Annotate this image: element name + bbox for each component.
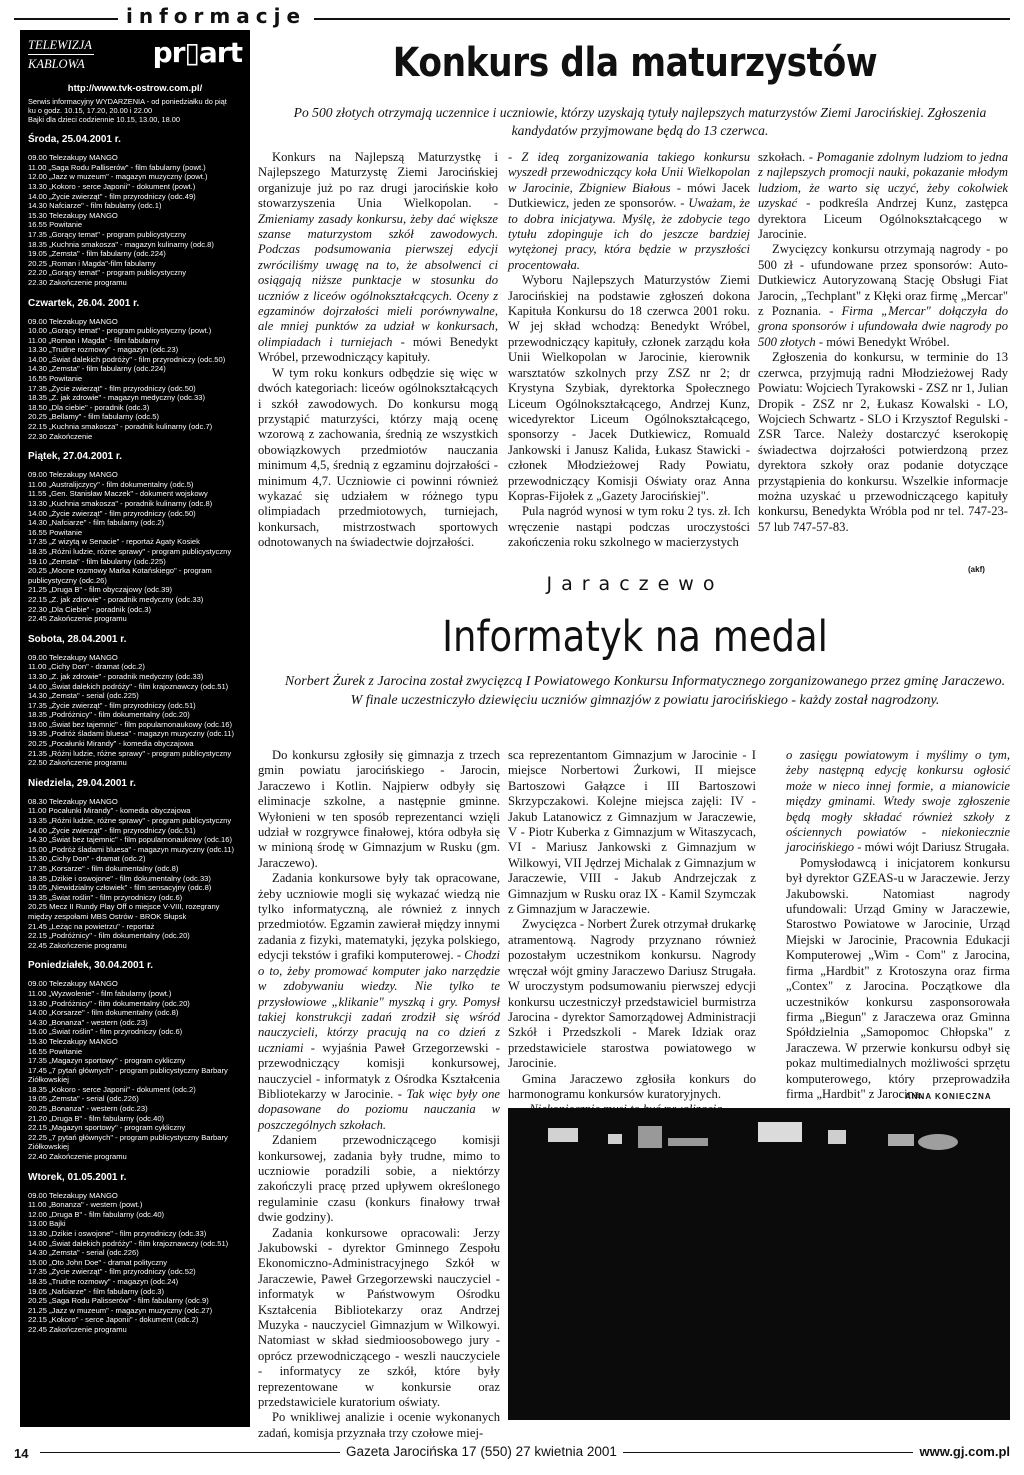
tv-info bbox=[28, 97, 242, 125]
paragraph: Konkurs na Najlepszą Maturzystkę i Najlepszego Maturzystę Ziemi Jarocińskiej organizuje już po raz drugi jarocińskie koło stowarzyszenia Unia Wielkopolan. - Zmieniamy zasady konkursu, żeby dać większe szanse maturzystom szkół zawodowych. Podczas podsumowania pierwszej edycji zwróciliśmy uwagę na to, że absolwenci ci osiągają niższe punktacje w stosunku do uczniów z liceów ogólnokształcących. Oceny z egzaminów dojrzałości mieli porównywalne, ale mniej punktów za udział w konkursach, olimpiadach i turniejach - mówi Benedykt Wróbel, przewodniczący kapituły. bbox=[258, 150, 499, 365]
tv-program-item: 20.25 „Roman i Magda"-film fabularny bbox=[28, 258, 156, 268]
tv-program-item: 14.00 „Życie zwierząt" - film przyrodniczy (odc.49) bbox=[28, 191, 196, 201]
tv-program-item: 14.30 „Świat bez tajemnic" - film popularnonaukowy (odc.16) bbox=[28, 835, 233, 845]
tv-program-item: 15.30 Telezakupy MANGO bbox=[28, 210, 118, 220]
tv-program-item: 22.25 „7 pytań głównych" - program publicystyczny Barbary bbox=[28, 1132, 228, 1142]
tv-program-item: 09.00 Telezakupy MANGO bbox=[28, 470, 118, 480]
tv-program-item: 12.00 „Druga B" - film fabularny (odc.40) bbox=[28, 1209, 165, 1219]
tv-day-heading: Środa, 25.04.2001 r. bbox=[28, 134, 121, 146]
tv-program-item: 22.30 „Dla Ciebie" - poradnik (odc.3) bbox=[28, 604, 151, 614]
article1-column-3 bbox=[758, 150, 1008, 535]
paragraph: Wyboru Najlepszych Maturzystów Ziemi Jarocińskiej na podstawie zgłoszeń dokona Kapituła Konkursu do 18 czerwca 2001 roku. W jej skład wchodzą: Benedykt Wróbel, przewodniczący kapituły, członek zarządu koła Unii Wielkopolan w Jarocinie, kierownik warsztatów szkolnych przy ZSZ nr 2; dr Krystyna Szybiak, dyrektorka Społecznego Liceum Ogólnokształcącego, Andrzej Kunz, wicedyrektor Liceum Ogólnokształcącego, sponsorzy - Jacek Dutkiewicz, Romuald Jankowski i Janusz Kalida, Łukasz Stawicki - członek Młodzieżowej Rady Powiatu, przewodniczący Komisji Oświaty oraz Anna Kopras-Fijołek z „Gazety Jarocińskiej". bbox=[508, 273, 750, 503]
tv-program-item: 18.35 „Kokoro - serce Japonii" - dokument (odc.2) bbox=[28, 1084, 196, 1094]
tv-program-item: 14.30 Nafciarze" - film fabularny (odc.1) bbox=[28, 201, 162, 211]
article2-place: Jaraczewo bbox=[546, 573, 724, 595]
tv-program-item: 11.00 „Roman i Magda" - film fabularny bbox=[28, 335, 160, 345]
tv-program-item: 14.30 „Zemsta" - film fabularny (odc.224) bbox=[28, 364, 166, 374]
tv-day-heading: Piątek, 27.04.2001 r. bbox=[28, 451, 122, 463]
tv-program-item: 17.35 „Gorący temat" - program publicystyczny bbox=[28, 229, 187, 239]
tv-day-heading: Poniedziałek, 30.04.2001 r. bbox=[28, 960, 154, 972]
tv-program-item: 13.30 „Kokoro - serce Japonii" - dokument (powt.) bbox=[28, 181, 196, 191]
tv-program-item: 13.30 „Kuchnia smakosza" - poradnik kulinarny (odc.8) bbox=[28, 499, 213, 509]
tv-url: http://www.tvk-ostrow.com.pl/ bbox=[67, 83, 203, 94]
award-photo bbox=[508, 1108, 1010, 1420]
tv-program-item: 18.35 „Z. jak zdrowie" - magazyn medyczny (odc.33) bbox=[28, 393, 205, 403]
tv-program-item: 17.35 „Korsarze" - film dokumentalny (odc.8) bbox=[28, 864, 179, 874]
tv-program-item: 21.25 „Druga B" - film obyczajowy (odc.39) bbox=[28, 585, 173, 595]
tv-info-line: Serwis informacyjny WYDARZENIA - od poniedziałku do piąt bbox=[28, 96, 227, 106]
paragraph: W tym roku konkurs odbędzie się więc w dwóch kategoriach: liceów ogólnokształcących i szkół zawodowych. Do konkursu mogą przystąpić maturzyści, którzy mają ocenę wzorową z zachowania, średnią ze wszystkich obowiązkowych przedmiotów nauczania minimum 4,5, średnią z egzaminu dojrzałości - minimum 4,7. Uczniowie ci powinni również wykazać się udziałem w różnego typu olimpiadach przedmiotowych, turniejach, konkursach, mistrzostwach sportowych odnotowanych na świadectwie dojrzałości. bbox=[258, 365, 498, 550]
tv-program-item: 19.05 „Zemsta" - serial (odc.226) bbox=[28, 1094, 139, 1104]
tv-program-item: 14.00 „Życie zwierząt" - film przyrodniczy (odc.50) bbox=[28, 508, 196, 518]
tv-program-item: 17.35 „Życie zwierząt" - film przyrodniczy (odc.50) bbox=[28, 383, 196, 393]
article1-title: Konkurs dla maturzystów bbox=[392, 40, 878, 86]
tv-program-item: 13.30 „Podróżnicy" - film dokumentalny (odc.20) bbox=[28, 998, 190, 1008]
tv-program-item: 22.45 Zakończenie programu bbox=[28, 614, 127, 624]
tv-program-item: 09.00 Telezakupy MANGO bbox=[28, 153, 118, 163]
tv-program-item: 14.30 „Zemsta" - serial (odc.225) bbox=[28, 691, 139, 701]
paragraph: Pomysłodawcą i inicjatorem konkursu był dyrektor GZEAS-u w Jaraczewie. Jerzy Jakubowski. Natomiast nagrody ufundowali: Urząd Gminy w Jaraczewie, Starostwo Powiatowe w Jarocinie, Urząd Miejski w Jarocinie, Pracownia Edukacji Komputerowej „Wim - Com" z Jarocina, firma „Hardbit" z Krotoszyna oraz firma „Contex" z Jarocina. Początkowe dla uczestników konkursu zasponsorowała firma „Biegun" z Jaraczewa oraz Gminna Spółdzielnia „Samopomoc Chłopska" z Jaraczewa. W przerwie konkursu odbył się pokaz multimedialnych możliwości sprzętu komputerowego, który przeprowadziła firma „Hardbit" z Jarocina. bbox=[786, 855, 1010, 1101]
article2-column-3 bbox=[786, 748, 1010, 1102]
paragraph: Zadania konkursowe opracowali: Jerzy Jakubowski - dyrektor Gminnego Zespołu Ekonomiczno-Administracyjnego Szkół w Jaraczewie, Paweł Grzegorzewski nauczyciel - informatyk w Państwowym Ośrodku Kształcenia Bibliotekarzy oraz Andrzej Muzyka - nauczyciel Gimnazjum w Wilkowyi. Natomiast w skład siedmioosobowego jury - oprócz przewodniczącego - weszli nauczyciele - informatycy ze szkół, które były reprezentowane w konkursie oraz przedstawiciele kuratorium oświaty. bbox=[258, 1225, 500, 1410]
article2-title: Informatyk na medal bbox=[442, 612, 828, 662]
tv-program-item: 11.00 „Australijczycy" - film dokumentalny (odc.5) bbox=[28, 479, 194, 489]
tv-program-item: 18.35 „Trudne rozmowy" - magazyn (odc.24) bbox=[28, 1276, 179, 1286]
tv-program-item: 14.30 „Bonanza" - western (odc.23) bbox=[28, 1017, 148, 1027]
tv-day-heading: Wtorek, 01.05.2001 r. bbox=[28, 1171, 127, 1183]
tv-program-item: 20.25 „Bellamy" - film fabularny (odc.5) bbox=[28, 412, 159, 422]
tv-day-heading: Czwartek, 26.04. 2001 r. bbox=[28, 297, 140, 309]
page-footer bbox=[0, 1440, 1024, 1468]
tv-program-item: 19.05 „Niewidzialny człowiek" - film sensacyjny (odc.8) bbox=[28, 883, 212, 893]
tv-program-item: 21.20 „Druga B" - film fabularny (odc.40) bbox=[28, 1113, 165, 1123]
tv-program-item: 22.15 „Z. jak zdrowie" - poradnik medyczny (odc.33) bbox=[28, 594, 204, 604]
tv-program-item: 17.35 „Z wizytą w Senacie" - reportaż Agaty Kosiek bbox=[28, 537, 200, 547]
tv-program-item: 11.55 „Gen. Stanisław Maczek" - dokument wojskowy bbox=[28, 489, 208, 499]
tv-program-item: 15.00 „Świat roślin" - film przyrodniczy (odc.6) bbox=[28, 1027, 183, 1037]
tv-program-item: 14.00 „Świat dalekich podróży" - film przyrodniczy (odc.50) bbox=[28, 354, 226, 364]
tv-program-item: 11.00 „Wyzwolenie" - film fabularny (powt.) bbox=[28, 988, 172, 998]
paragraph: Po wnikliwej analizie i ocenie wykonanych zadań, komisja przyznała trzy czołowe miej- bbox=[258, 1410, 500, 1440]
tv-program-item: 13.00 Bajki bbox=[28, 1219, 66, 1229]
tv-day-heading: Niedziela, 29.04.2001 r. bbox=[28, 777, 136, 789]
tv-program-item: 19.35 „Świat roślin" - film przyrodniczy (odc.6) bbox=[28, 892, 183, 902]
tv-program-item: 16.55 Powitanie bbox=[28, 220, 83, 230]
tv-program-item: 15.00 „Podróż śladami bluesa" - magazyn muzyczny (odc.11) bbox=[28, 844, 234, 854]
paragraph: - Z ideą zorganizowania takiego konkursu wyszedł przewodniczący koła Unii Wielkopolan w Jarocinie, Zbigniew Białous - mówi Jacek Dutkiewicz, jeden ze sponsorów. - Uważam, że to dobra inicjatywa. Myślę, że zdobycie tego tytułu zdopinguje ich do jeszcze bardziej wytężonej pracy, która będzie w przyszłości procentowała. bbox=[508, 150, 751, 272]
tv-program-item: 08.30 Telezakupy MANGO bbox=[28, 796, 118, 806]
tv-program-item: 09.00 Telezakupy MANGO bbox=[28, 316, 118, 326]
tv-program-item: 21.35 „Różni ludzie, różne sprawy" - program publicystyczny bbox=[28, 748, 232, 758]
tv-program-item: 12.00 „Jazz w muzeum" - magazyn muzyczny (powt.) bbox=[28, 172, 208, 182]
tv-logo: pr▯art bbox=[152, 36, 242, 69]
paragraph: Zgłoszenia do konkursu, w terminie do 13 czerwca, przyjmują radni Młodzieżowej Rady Powiatu: Wojciech Tyrakowski - ZSZ nr 1, Julian Dropik - ZSZ nr 2, Łukasz Kowalski - LO, Wojciech Schwartz - SLO i Krzysztof Regulski - ZSR Tarce. Należy dostarczyć kserokopię świadectwa dojrzałości potwierdzoną przez dyrektora szkoły oraz podanie dotyczące przystąpienia do konkursu. Wszelkie informacje można uzyskać u przewodniczącego kapituły konkursu, Benedykta Wróbla pod nr tel. 747-23-57 lub 747-57-83. bbox=[758, 350, 1008, 534]
paragraph: szkołach. - Pomaganie zdolnym ludziom to jedna z najlepszych promocji nauki, pokazanie młodym ludziom, że warto się uczyć, żeby cokolwiek uzyskać - podkreśla Andrzej Kunz, zastępca dyrektora Liceum Ogólnokształcącego w Jarocinie. bbox=[758, 150, 1009, 242]
paragraph: Zwycięzca - Norbert Żurek otrzymał drukarkę atramentową. Nagrody przyznano również pozostałym uczestnikom konkursu. Nagrody wręczał wójt gminy Jaraczewo Dariusz Strugała. W uroczystym podsumowaniu pierwszej edycji konkursu uczestniczył przedstawiciel burmistrza Jarocina - dyrektor Samorządowej Administracji Szkół i Przedszkoli - Marek Idziak oraz przedstawiciele starostwa powiatowego w Jarocinie. bbox=[508, 917, 756, 1071]
tv-program-item: 22.50 Zakończenie programu bbox=[28, 758, 127, 768]
tv-program-item: 21.45 „Leżąc na powietrzu" - reportaż bbox=[28, 921, 155, 931]
tv-program-item: 19.05 „Zemsta" - film fabularny (odc.224) bbox=[28, 249, 166, 259]
tv-program-item: 22.30 Zakończenie programu bbox=[28, 277, 127, 287]
article2-column-1 bbox=[258, 748, 500, 1441]
tv-program-item: 13.30 „Trudne rozmowy" - magazyn (odc.23) bbox=[28, 345, 179, 355]
tv-program-item: 20.25 „Bonanza" - western (odc.23) bbox=[28, 1104, 148, 1114]
tv-program-item: 09.00 Telezakupy MANGO bbox=[28, 979, 118, 989]
tv-program-item: 21.25 „Jazz w muzeum" - magazyn muzyczny (odc.27) bbox=[28, 1305, 213, 1315]
tv-program-item: 10.00 „Gorący temat" - program publicystyczny (powt.) bbox=[28, 326, 212, 336]
tv-program-item: 22.15 „Kuchnia smakosza" - poradnik kulinarny (odc.7) bbox=[28, 422, 213, 432]
article2-signature: ANNA KONIECZNA bbox=[905, 1092, 992, 1101]
tv-program-item: 15.00 „Oto John Doe" - dramat polityczny bbox=[28, 1257, 168, 1267]
tv-program-item: 19.05 „Nafciarze" - film fabularny (odc.3) bbox=[28, 1286, 165, 1296]
tv-program-item: 14.30 „Zemsta" - serial (odc.226) bbox=[28, 1248, 139, 1258]
tv-program-item: 17.35 „Życie zwierząt" - film przyrodniczy (odc.52) bbox=[28, 1267, 196, 1277]
tv-program-item: 11.00 Pocałunki Mirandy" - komedia obyczajowa bbox=[28, 806, 191, 816]
tv-program-item: 20.25 „Mocne rozmowy Marka Kotańskiego" - program bbox=[28, 566, 212, 576]
tv-program-item: między zespołami MBS Ostrów - BROK Słupsk bbox=[28, 911, 187, 921]
tv-program-item: publicystyczny (odc.26) bbox=[28, 575, 107, 585]
tv-info-line: Bajki dla dzieci codziennie 10.15, 13.00, 18.00 bbox=[28, 115, 181, 124]
tv-program-item: 17.35 „Magazyn sportowy" - program cykliczny bbox=[28, 1056, 186, 1066]
tv-program-item: 14.00 „Życie zwierząt" - film przyrodniczy (odc.51) bbox=[28, 825, 196, 835]
tv-program-item: 17.45 „7 pytań głównych" - program publicystyczny Barbary bbox=[28, 1065, 228, 1075]
tv-program-item: 16.55 Powitanie bbox=[28, 1046, 83, 1056]
paragraph: sca reprezentantom Gimnazjum w Jarocinie - I miejsce Norbertowi Żurkowi, II miejsce Bartoszowi Gałązce i III Bartoszowi Skrzypczakowi. Kolejne miejsca zajęli: IV - Jakub Latanowicz z Gimnazjum w Jaraczewie, V - Piotr Kuberka z Gimnazjum w Witaszycach, VI - Mariusz Jankowski z Gimnazjum w Wilkowyi, VII Jędrzej Michalak z Gimnazjum w Jaraczewie, VIII - Jakub Andrzejczak z Gimnazjum w Rusku oraz IX - Kamil Szymczak z Gimnazjum w Jaraczewie. bbox=[508, 748, 756, 917]
tv-program-item: Ziółkowskiej bbox=[28, 1142, 69, 1152]
tv-program-item: 17.35 „Życie zwierząt" - film przyrodniczy (odc.51) bbox=[28, 700, 196, 710]
tv-program-item: 18.35 „Kuchnia smakosza" - magazyn kulinarny (odc.8) bbox=[28, 239, 214, 249]
article1-lead: Po 500 złotych otrzymają uczennice i uczniowie, którzy uzyskają tytuły najlepszych maturzystów Ziemi Jarocińskiej. Zgłoszenia kandydatów przyjmowane będą do 13 czerwca. bbox=[293, 105, 987, 138]
tv-brand-line1: TELEWIZJA bbox=[28, 38, 92, 52]
tv-program-item: 18.50 „Dla ciebie" - poradnik (odc.3) bbox=[28, 402, 150, 412]
paragraph: Zwycięzcy konkursu otrzymają nagrody - po 500 zł - ufundowane przez sponsorów: Auto-Dutkiewicz Autoryzowaną Stację Obsługi Fiat Jarocin, „Techplant" z Kłęki oraz firmę „Mercar" z Poznania. - Firma „Mercar" dołączyła do grona sponsorów i ufundowała dwie nagrody po 500 złotych - mówi Benedykt Wróbel. bbox=[758, 242, 1008, 349]
tv-program-item: 16.55 Powitanie bbox=[28, 527, 83, 537]
footer-url: www.gj.com.pl bbox=[913, 1444, 1010, 1459]
tv-program-item: 09.00 Telezakupy MANGO bbox=[28, 1190, 118, 1200]
paragraph: Gmina Jaraczewo zgłosiła konkurs do harmonogramu konkursów kuratoryjnych. bbox=[508, 1071, 756, 1101]
publication-info: Gazeta Jarocińska 17 (550) 27 kwietnia 2001 bbox=[340, 1444, 623, 1459]
tv-program-item: 11.00 „Bonanza" - western (powt.) bbox=[28, 1200, 143, 1210]
tv-program-item: Ziółkowskiej bbox=[28, 1075, 69, 1085]
tv-days bbox=[28, 134, 242, 1334]
tv-info-line: ku o godz. 10.15, 17.20, 20.00 i 22.00 bbox=[28, 105, 153, 115]
tv-program-item: 14.00 „Świat dalekich podróży" - film krajoznawczy (odc.51) bbox=[28, 1238, 229, 1248]
page-number: 14 bbox=[14, 1446, 29, 1461]
tv-program-item: 20.25 „Pocałunki Mirandy" - komedia obyczajowa bbox=[28, 739, 194, 749]
tv-program-item: 11.00 „Cichy Don" - dramat (odc.2) bbox=[28, 662, 145, 672]
tv-program-item: 18.35 „Podróżnicy" - film dokumentalny (odc.20) bbox=[28, 710, 190, 720]
tv-program-item: 15.30 Telezakupy MANGO bbox=[28, 1036, 118, 1046]
tv-program-item: 18.35 „Dzikie i oswojone" - film dokumentalny (odc.33) bbox=[28, 873, 211, 883]
tv-program-item: 14.00 „Korsarze" - film dokumentalny (odc.8) bbox=[28, 1008, 179, 1018]
tv-program-item: 11.00 „Saga Rodu Palliserów" - film fabularny (powt.) bbox=[28, 162, 206, 172]
tv-program-item: 20.25 „Saga Rodu Palisserów" - film fabularny (odc.9) bbox=[28, 1296, 209, 1306]
tv-brand bbox=[28, 36, 242, 78]
tv-program-item: 19.10 „Zemsta" - film fabularny (odc.225) bbox=[28, 556, 166, 566]
paragraph: Pula nagród wynosi w tym roku 2 tys. zł. Ich wręczenie nastąpi podczas uroczystości zakończenia roku szkolnego w macierzystych bbox=[508, 504, 750, 550]
tv-program-item: 13.35 „Różni ludzie, różne sprawy" - program publicystyczny bbox=[28, 816, 232, 826]
paragraph: Do konkursu zgłosiły się gimnazja z trzech gmin powiatu jarocińskiego - Jarocin, Jaraczewo i Kotlin. Najpierw odbyły się eliminacje szkolne, a następnie gminne. Wyłonieni w ten sposób reprezentanci wzięli udział w rozgrywce finałowej, która odbyła się w minioną środę w Gimnazjum w Rusku (gm. Jaraczewo). bbox=[258, 748, 500, 870]
tv-program-item: 22.15 „Podróżnicy" - film dokumentalny (odc.20) bbox=[28, 931, 190, 941]
tv-brand-line2: KABLOWA bbox=[28, 57, 85, 71]
paragraph: o zasięgu powiatowym i myślimy o tym, żeby następną edycję konkursu ogłosić może w nieco innej formie, a mianowicie między gminami. Wtedy swoje zgłoszenie będą mogły składać również szkoły z ościennych powiatów - niekoniecznie jarocińskiego - mówi wójt Dariusz Strugała. bbox=[786, 748, 1010, 855]
tv-program-item: 09.00 Telezakupy MANGO bbox=[28, 652, 118, 662]
tv-program-item: 14.30 „Nafciarze" - film fabularny (odc.2) bbox=[28, 518, 165, 528]
tv-program-item: 19.00 „Świat bez tajemnic" - film popularnonaukowy (odc.16) bbox=[28, 719, 233, 729]
tv-program-item: 15.30 „Cichy Don" - dramat (odc.2) bbox=[28, 854, 146, 864]
tv-program-item: 14.00 „Świat dalekich podróży" - film krajoznawczy (odc.51) bbox=[28, 681, 229, 691]
tv-program-item: 22.30 Zakończenie bbox=[28, 431, 93, 441]
paragraph: Zdaniem przewodniczącego komisji konkursowej, zadania były trudne, mimo to uczniowie poradzili sobie, a niektórzy zakończyli pracę przed upływem określonego regulaminie czasu (konkurs finałowy trwał dwie godziny). bbox=[258, 1133, 500, 1225]
article1-column-1 bbox=[258, 150, 498, 551]
tv-program-item: 16.55 Powitanie bbox=[28, 374, 83, 384]
article2-lead: Norbert Żurek z Jarocina został zwycięzcą I Powiatowego Konkursu Informatycznego zorganizowanego przez gminę Jaraczewo. W finale uczestniczyło dziewięciu uczniów gimnazjów z powiatu jarocińskiego - każdy został nagrodzony. bbox=[284, 674, 1006, 708]
tv-program-item: 19.35 „Podróż śladami bluesa" - magazyn muzyczny (odc.11) bbox=[28, 729, 234, 739]
tv-program-item: 20.25 Mecz II Rundy Play Off o miejsce V-VIII, rozegrany bbox=[28, 902, 220, 912]
tv-program-item: 22.45 Zakończenie programu bbox=[28, 940, 127, 950]
paragraph: Zadania konkursowe były tak opracowane, żeby uczniowie mogli się wykazać wiedzą nie tylko informatyczną, ale również z innych przedmiotów. Egzamin zawierał między innymi zadania z fizyki, matematyki, języka polskiego, edycji tekstów i grafiki komputerowej. - Chodzi o to, żeby promować komputer jako narzędzie w zdobywaniu wiedzy. Nie tylko te przysłowiowe „klikanie" myszką i gry. Pomysł takiej konstrukcji zadań zrodził się wśród nauczycieli, którzy pracują na co dzień z uczniami - wyjaśnia Paweł Grzegorzewski - przewodniczący komisji konkursowej, nauczyciel - informatyk z Ośrodka Kształcenia Bibliotekarzy w Jarocinie. - Tak więc były one dopasowane do poziomu nauczania w poszczególnych szkołach. bbox=[258, 871, 500, 1132]
tv-program-item: 22.40 Zakończenie programu bbox=[28, 1152, 127, 1162]
tv-schedule bbox=[20, 30, 250, 1427]
tv-program-item: 22.45 Zakończenie programu bbox=[28, 1324, 127, 1334]
article2-column-2 bbox=[508, 748, 756, 1118]
tv-program-item: 22.20 „Gorący temat" - program publicystyczny bbox=[28, 268, 187, 278]
tv-day-heading: Sobota, 28.04.2001 r. bbox=[28, 633, 127, 645]
tv-program-item: 22.15 „Kokoro" - serce Japonii" - dokument (odc.2) bbox=[28, 1315, 199, 1325]
tv-program-item: 18.35 „Różni ludzie, różne sprawy" - program publicystyczny bbox=[28, 546, 232, 556]
article1-column-2 bbox=[508, 150, 750, 551]
tv-program-item: 13.30 „Z. jak zdrowie" - poradnik medyczny (odc.33) bbox=[28, 671, 204, 681]
section-label: informacje bbox=[118, 4, 314, 28]
article1-signature: (akf) bbox=[968, 565, 985, 574]
tv-program-item: 13.30 „Dzikie i oswojone" - film przyrodniczy (odc.33) bbox=[28, 1229, 207, 1239]
tv-program-item: 22.15 „Magazyn sportowy" - program cykliczny bbox=[28, 1123, 186, 1133]
